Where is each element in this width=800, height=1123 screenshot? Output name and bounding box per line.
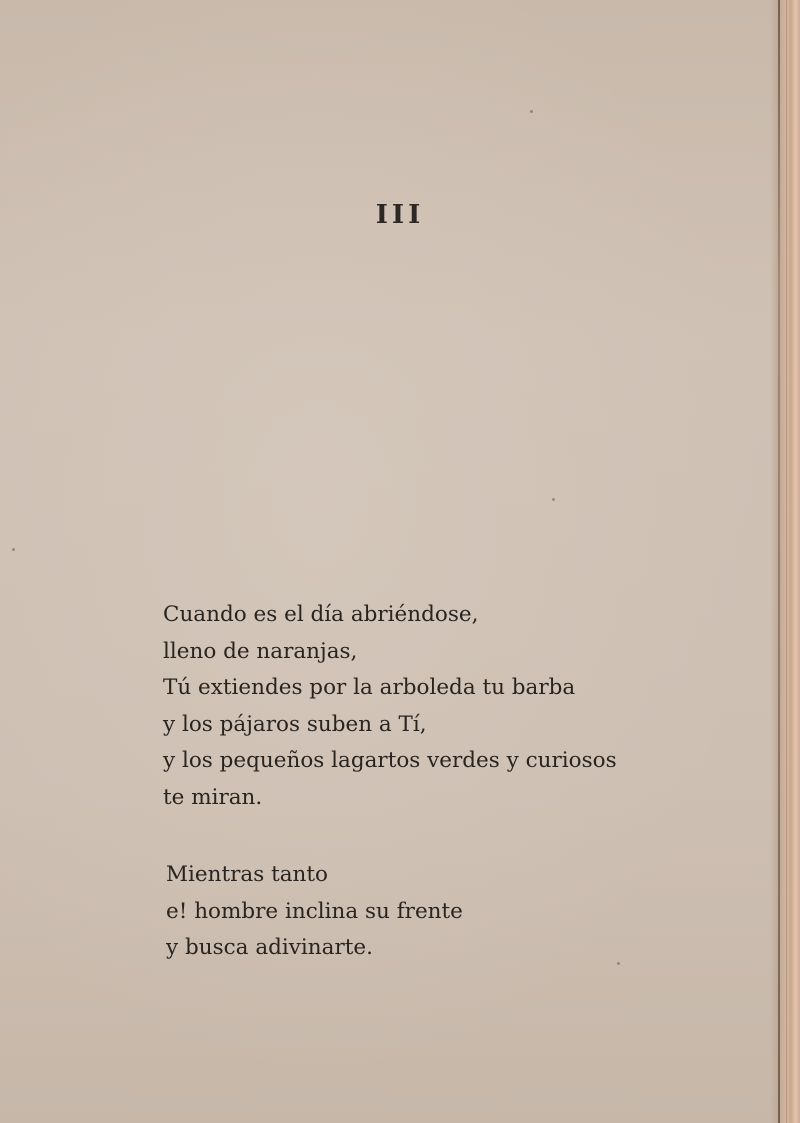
- paper-speck: [12, 548, 15, 551]
- poem-line: Cuando es el día abriéndose,: [163, 602, 479, 627]
- poem-line: y los pequeños lagartos verdes y curiosos: [163, 748, 617, 773]
- poem-line: y los pájaros suben a Tí,: [163, 711, 427, 737]
- poem-line: Tú extiendes por la arboleda tu barba: [163, 675, 576, 700]
- poem-line: Mientras tanto: [166, 862, 328, 887]
- poem-line: lleno de naranjas,: [163, 638, 358, 664]
- paper-speck: [552, 498, 555, 501]
- page-edge: [770, 0, 800, 1123]
- poem-line: e! hombre inclina su frente: [166, 898, 463, 924]
- paper-speck: [530, 110, 533, 113]
- section-number: III: [375, 200, 425, 230]
- stanza-1: [163, 597, 617, 816]
- stanza-2: [166, 857, 463, 967]
- poem-line: te miran.: [163, 784, 263, 810]
- paper-speck: [617, 962, 620, 965]
- poem-line: y busca adivinarte.: [166, 935, 373, 960]
